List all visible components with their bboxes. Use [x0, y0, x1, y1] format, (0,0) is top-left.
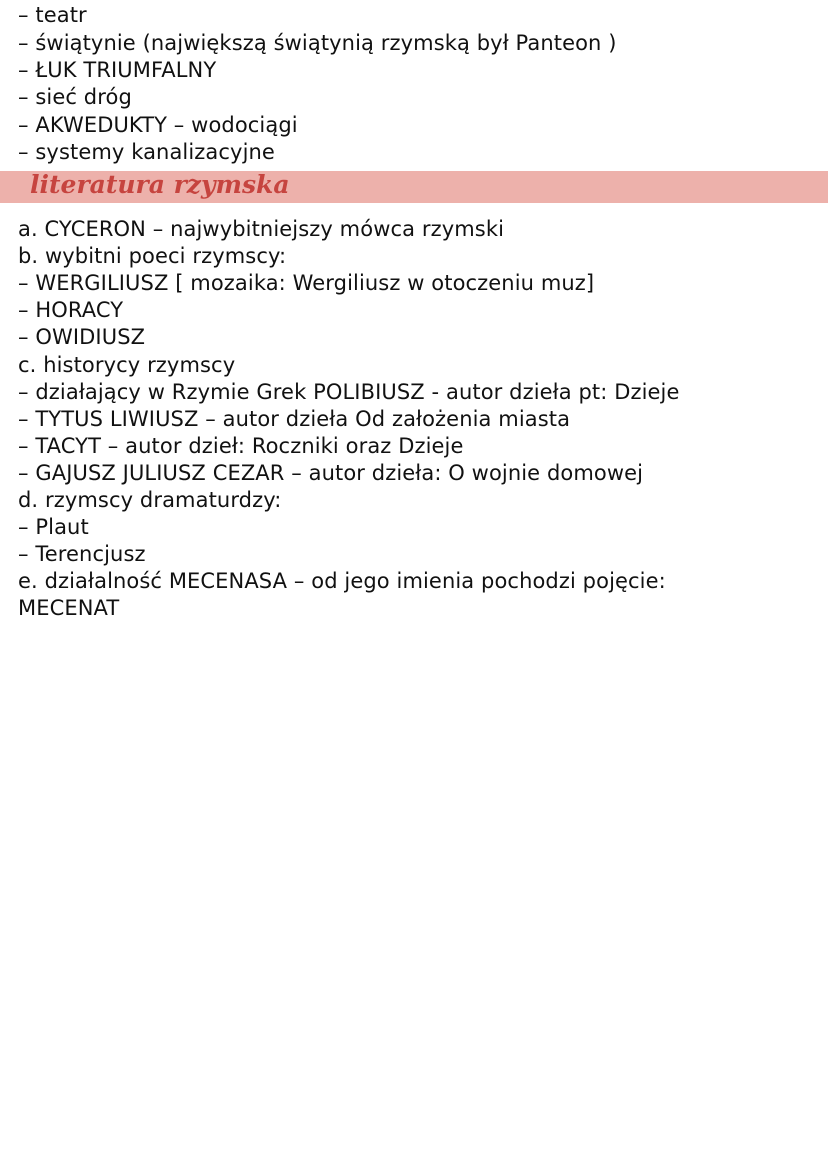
list-item-teatr: – teatr	[18, 3, 87, 27]
list-item-cezar: – GAJUSZ JULIUSZ CEZAR – autor dzieła: O wojnie domowej	[18, 461, 644, 485]
list-item-historycy: c. historycy rzymscy	[18, 353, 236, 377]
list-item-cyceron: a. CYCERON – najwybitniejszy mówca rzymski	[18, 217, 505, 241]
list-item-swiatynie: – świątynie (największą świątynią rzymską był Panteon )	[18, 31, 617, 55]
list-item-terencjusz: – Terencjusz	[18, 542, 146, 566]
section-title: literatura rzymska	[30, 170, 290, 199]
list-item-horacy: – HORACY	[18, 298, 124, 322]
list-item-mecenas: e. działalność MECENASA – od jego imienia pochodzi pojęcie:	[18, 569, 666, 593]
list-item-liwiusz: – TYTUS LIWIUSZ – autor dzieła Od założenia miasta	[18, 407, 571, 431]
list-item-poeci: b. wybitni poeci rzymscy:	[18, 244, 287, 268]
list-item-luk-triumfalny: – ŁUK TRIUMFALNY	[18, 58, 217, 82]
list-item-wergiliusz: – WERGILIUSZ [ mozaika: Wergiliusz w otoczeniu muz]	[18, 271, 595, 295]
list-item-akwedukty: – AKWEDUKTY – wodociągi	[18, 113, 298, 137]
list-item-plaut: – Plaut	[18, 515, 89, 539]
list-item-mecenat: MECENAT	[18, 596, 120, 620]
list-item-dramaturdzy: d. rzymscy dramaturdzy:	[18, 488, 282, 512]
list-item-polibiusz: – działający w Rzymie Grek POLIBIUSZ - autor dzieła pt: Dzieje	[18, 380, 680, 404]
list-item-owidiusz: – OWIDIUSZ	[18, 325, 146, 349]
list-item-siec-drog: – sieć dróg	[18, 85, 132, 109]
list-item-tacyt: – TACYT – autor dzieł: Roczniki oraz Dzieje	[18, 434, 464, 458]
list-item-kanalizacja: – systemy kanalizacyjne	[18, 140, 275, 164]
